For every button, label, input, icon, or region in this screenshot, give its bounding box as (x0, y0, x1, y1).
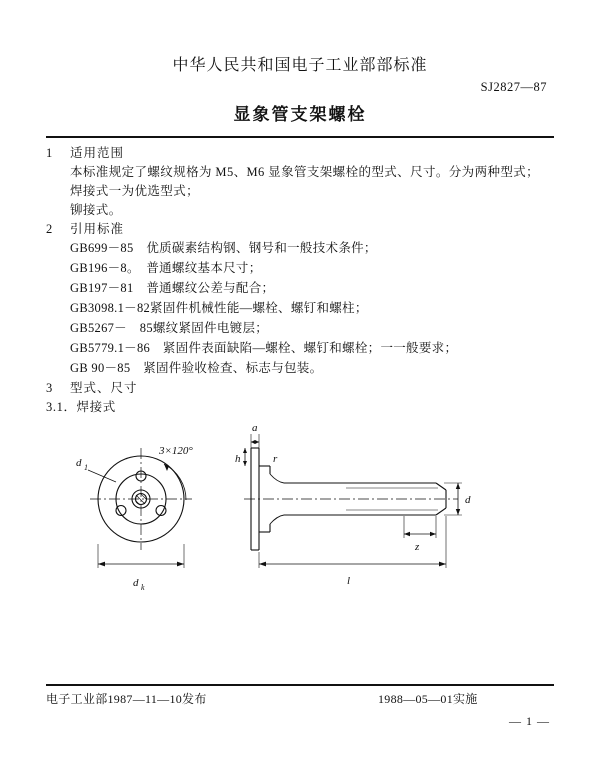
header-divider (46, 136, 554, 138)
footer-divider (46, 684, 554, 686)
label-dk-sub: k (141, 583, 145, 592)
label-dk: d (133, 577, 139, 589)
document-body (46, 144, 554, 417)
reference-item: GB5779.1－86 紧固件表面缺陷—螺栓、螺钉和螺栓；一一般要求； (70, 341, 458, 355)
page-title: 显象管支架螺栓 (233, 105, 367, 124)
reference-item: GB 90－85 紧固件验收检查、标志与包装。 (70, 361, 323, 375)
label-h: h (235, 453, 241, 465)
section-2-heading: 引用标准 (70, 222, 125, 236)
technical-drawing (46, 404, 554, 664)
label-d1: d (76, 457, 82, 469)
section-3-heading: 型式、尺寸 (70, 381, 138, 395)
subsection-3-1-heading: 焊接式 (76, 400, 116, 414)
subsection-3-1-number: 3.1 (46, 400, 64, 414)
label-r: r (273, 453, 278, 465)
section-3-header (46, 379, 554, 398)
section-1-heading: 适用范围 (70, 146, 125, 160)
reference-item: GB197－81 普通螺纹公差与配合； (70, 281, 275, 295)
page-number: — 1 — (509, 714, 550, 728)
section-2 (46, 220, 554, 379)
subsection-3-1: 3.1．焊接式 (46, 400, 116, 414)
section-1-number: 1 (46, 146, 53, 160)
label-l: l (347, 575, 351, 587)
section-1-header (46, 144, 554, 163)
issue-info: 电子工业部1987—11—10发布 (46, 692, 207, 706)
label-d1-sub: 1 (84, 463, 88, 472)
section-1-paragraph-1: 本标准规定了螺纹规格为 M5、M6 显象管支架螺栓的型式、尺寸。分为两种型式； (70, 165, 540, 179)
organization-title: 中华人民共和国电子工业部部标准 (172, 57, 428, 74)
section-1 (46, 144, 554, 220)
reference-item: GB3098.1－82紧固件机械性能—螺栓、螺钉和螺柱； (70, 301, 368, 315)
reference-item: GB196－8。 普通螺纹基本尺寸； (70, 261, 262, 275)
section-2-number: 2 (46, 222, 53, 236)
label-z: z (415, 541, 420, 553)
section-2-header (46, 220, 554, 239)
standard-code: SJ2827—87 (480, 80, 547, 94)
reference-item: GB5267－ 85螺纹紧固件电镀层； (70, 321, 269, 335)
head-end-view (88, 448, 192, 568)
label-d: d (465, 494, 471, 506)
section-3-number: 3 (46, 381, 53, 395)
reference-item: GB699－85 优质碳素结构钢、钢号和一般技术条件； (70, 241, 377, 255)
bolt-drawing-svg (46, 404, 554, 664)
label-a: a (252, 422, 258, 434)
section-1-paragraph-2: 焊接式一为优选型式； (70, 184, 200, 198)
effective-info: 1988—05—01实施 (378, 692, 478, 706)
section-1-paragraph-3: 铆接式。 (70, 203, 122, 217)
label-angle: 3×120° (159, 445, 193, 457)
